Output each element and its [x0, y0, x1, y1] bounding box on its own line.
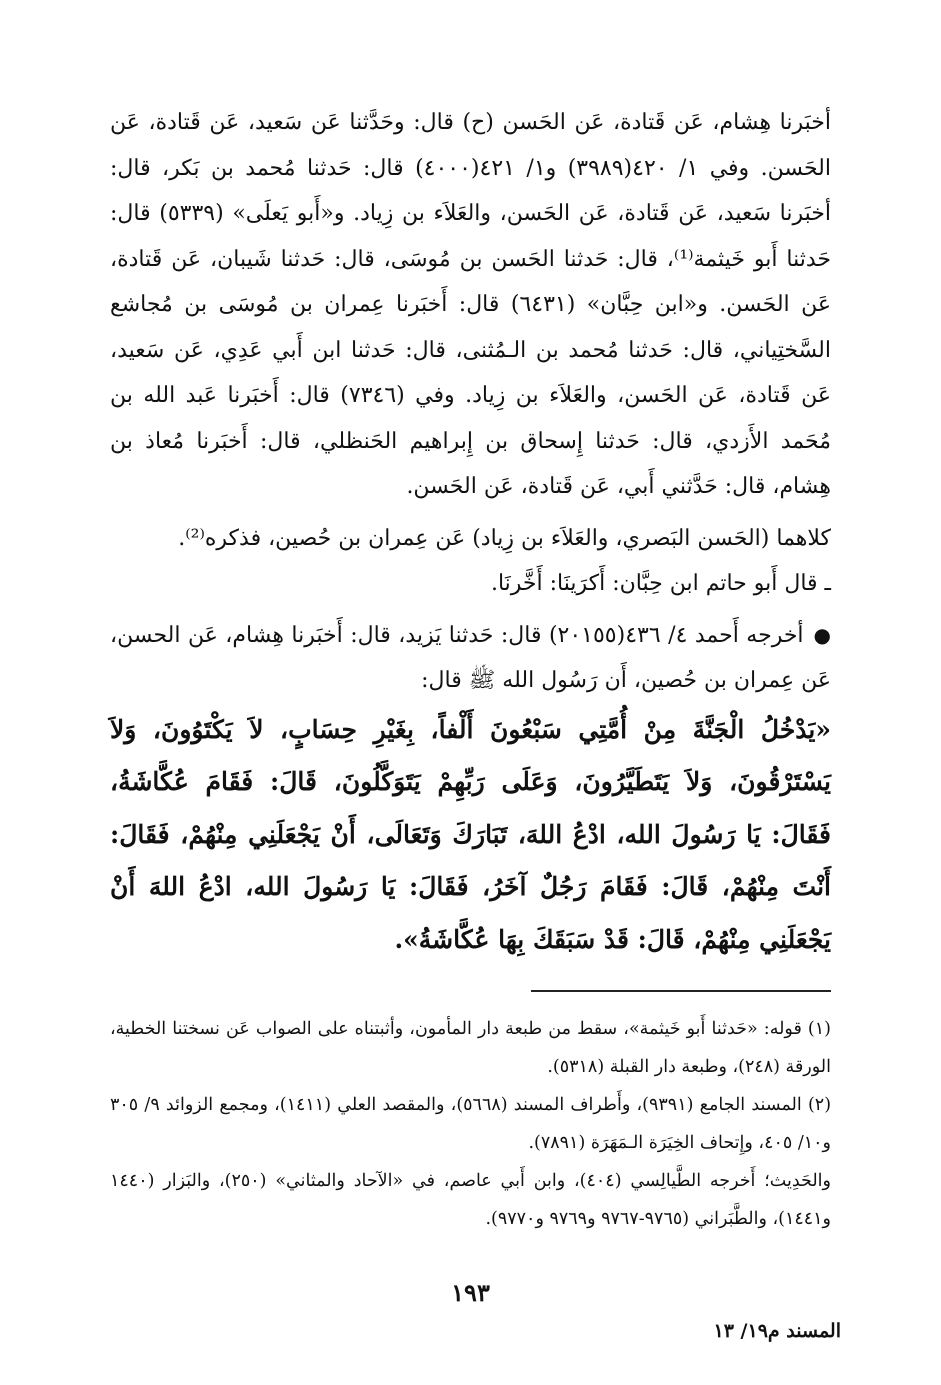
footnote-3: والحَدِيث؛ أَخرجه الطَّيالِسي (٤٠٤)، وابن أَبي عاصم، في «الآحاد والمثاني» (٢٥٠)، والبَزار (١٤٤٠ و١٤٤١)، والطَّبَراني (٩٧٦٥-٩٧٦٧ و٩٧٦٩ و٩٧٧٠).	[110, 1171, 831, 1229]
body-paragraph-note: ـ قال أَبو حاتم ابن حِبَّان: أَكرَينَا: أَخَّرنَا.	[490, 571, 831, 596]
bullet-paragraph-text: أخرجه أَحمد ٤/ ٤٣٦(٢٠١٥٥) قال: حَدثنا يَزيد، قال: أَخبَرنا هِشام، عَن الحسن، عَن عِمران بن حُصين، أَن رَسُول الله ﷺ قال:	[110, 622, 831, 693]
bullet-paragraph	[110, 613, 831, 704]
page-number: ١٩٣	[451, 1278, 490, 1307]
hadith-text: «يَدْخُلُ الْجَنَّةَ مِنْ أُمَّتِي سَبْعُونَ أَلْفاً، بِغَيْرِ حِسَابٍ، لاَ يَكْتَوُونَ، وَلاَ يَسْتَرْقُونَ، وَلاَ يَتَطَيَّرُونَ، وَعَلَى رَبِّهِمْ يَتَوَكَّلُونَ، قَالَ: فَقَامَ عُكَّاشَةُ، فَقَالَ: يَا رَسُولَ الله، ادْعُ اللهَ، تَبَارَكَ وَتَعَالَى، أَنْ يَجْعَلَنِي مِنْهُمْ، فَقَالَ: أَنْتَ مِنْهُمْ، قَالَ: فَقَامَ رَجُلٌ آخَرُ، فَقَالَ: يَا رَسُولَ الله، ادْعُ اللهَ أَنْ يَجْعَلَنِي مِنْهُمْ، قَالَ: قَدْ سَبَقَكَ بِهَا عُكَّاشَةُ».	[110, 714, 831, 954]
volume-signature: المسند م١٩/ ١٣	[713, 1320, 841, 1342]
body-paragraph-summary: كلاهما (الحَسن البَصري، والعَلاَء بن زِياد) عَن عِمران بن حُصين، فذكره⁽²⁾.	[178, 525, 831, 551]
body-paragraph-chain: أخبَرنا هِشام، عَن قَتادة، عَن الحَسن (ح) قال: وحَدَّثنا عَن سَعيد، عَن قَتادة، عَن الحَسن. وفي ١/ ٤٢٠(٣٩٨٩) و١/ ٤٢١(٤٠٠٠) قال: حَدثنا مُحمد بن بَكر، قال: أخبَرنا سَعيد، عَن قَتادة، عَن الحَسن، والعَلاَء بن زِياد. و«أَبو يَعلَى» (٥٣٣٩) قال: حَدثنا أَبو خَيثمة⁽¹⁾، قال: حَدثنا الحَسن بن مُوسَى، قال: حَدثنا شَيبان، عَن قَتادة، عَن الحَسن. و«ابن حِبَّان» (٦٤٣١) قال: أَخبَرنا عِمران بن مُوسَى بن مُجاشع السَّختِياني، قال: حَدثنا مُحمد بن الـمُثنى، قال: حَدثنا ابن أَبي عَدِي، عَن سَعيد، عَن قَتادة، عَن الحَسن، والعَلاَء بن زِياد. وفي (٧٣٤٦) قال: أَخبَرنا عَبد الله بن مُحَمد الأَزدي، قال: حَدثنا إِسحاق بن إِبراهيم الحَنظلي، قال: أَخبَرنا مُعاذ بن هِشام، قال: حَدَّثني أَبي، عَن قَتادة، عَن الحَسن.	[110, 110, 832, 499]
bullet-icon: ●	[813, 622, 831, 647]
footnote-divider	[531, 990, 831, 992]
footnote-2: (٢) المسند الجامع (٩٣٩١)، وأَطراف المسند (٥٦٦٨)، والمقصد العلي (١٤١١)، ومجمع الزوائد ٩/ ٣٠٥ و١٠/ ٤٠٥، وإِتحاف الخِيَرَة الـمَهَرَة (٧٨٩١).	[110, 1095, 832, 1153]
footnote-1: (١) قوله: «حَدثنا أَبو خَيثمة»، سقط من طبعة دار المأمون، وأثبتناه على الصواب عَن نسختنا الخطية، الورقة (٢٤٨)، وطبعة دار القبلة (٥٣١٨).	[110, 1019, 831, 1077]
